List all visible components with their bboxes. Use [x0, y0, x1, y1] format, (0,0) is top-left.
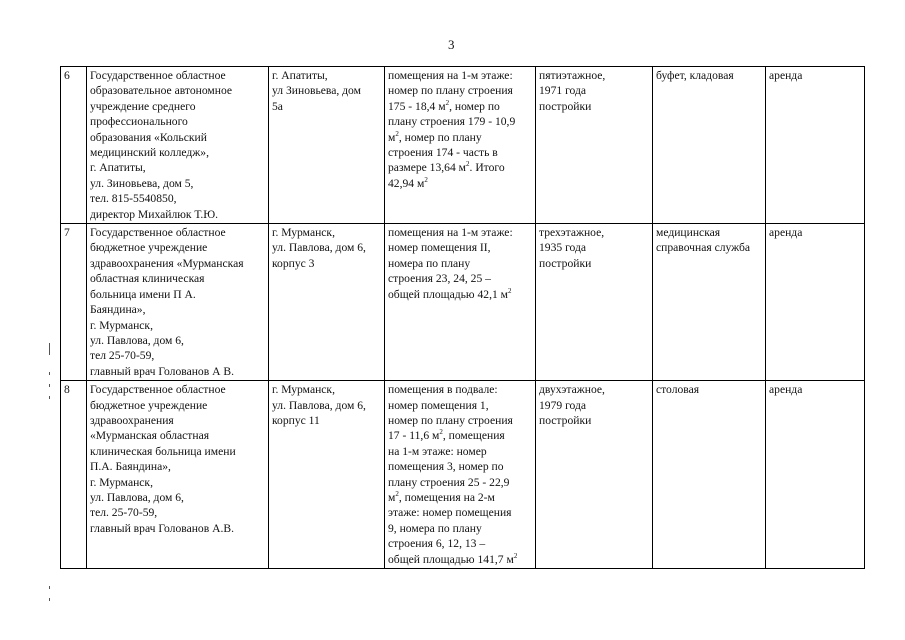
building-line: постройки — [539, 99, 592, 113]
premises-cell — [385, 224, 536, 381]
building-line: пятиэтажное, — [539, 69, 606, 82]
organization-line: директор Михайлюк Т.Ю. — [90, 207, 219, 221]
premises-line — [388, 176, 532, 191]
premises-text: общей площадью 42,1 м — [388, 287, 509, 301]
premises-text: размере 13,64 м — [388, 161, 467, 175]
scan-mark — [49, 396, 50, 399]
premises-line — [388, 475, 532, 490]
organization-line: медицинский колледж», — [90, 146, 209, 160]
organization-cell — [87, 224, 269, 381]
usage-type-cell — [766, 67, 865, 224]
premises-text: помещения на 1-м этаже: — [388, 226, 513, 240]
organization-line: Государственное областное — [90, 383, 226, 397]
scan-mark — [49, 343, 50, 355]
premises-line — [388, 552, 532, 567]
address-line: ул. Павлова, дом 6, — [272, 241, 366, 255]
premises-line — [388, 490, 532, 505]
usage-type: аренда — [769, 383, 803, 397]
premises-line — [388, 225, 532, 240]
premises-text: 42,94 м — [388, 176, 425, 190]
organization-line: бюджетное учреждение — [90, 241, 208, 255]
premises-line — [388, 256, 532, 271]
address-line: ул Зиновьева, дом — [272, 84, 361, 98]
building-cell — [536, 67, 653, 224]
organization-line: ул. Павлова, дом 6, — [90, 333, 184, 347]
premises-text: 9, номера по плану — [388, 521, 482, 535]
address-cell — [269, 67, 385, 224]
premises-text-after: . Итого — [469, 161, 505, 175]
row-number: 8 — [64, 383, 70, 397]
unit-superscript: 2 — [513, 551, 518, 560]
unit-superscript: 2 — [445, 98, 450, 107]
premises-line — [388, 68, 532, 83]
row-number: 7 — [64, 226, 70, 240]
organization-line: тел. 25-70-59, — [90, 506, 158, 520]
usage-type-cell — [766, 224, 865, 381]
usage-type-cell — [766, 381, 865, 569]
premises-text: строения 6, 12, 13 – — [388, 537, 486, 551]
organization-line: тел. 815-5540850, — [90, 192, 177, 206]
organization-cell — [87, 381, 269, 569]
organization-line: клиническая больница имени — [90, 444, 236, 458]
purpose-cell — [653, 381, 766, 569]
premises-text: помещения в подвале: — [388, 383, 498, 397]
premises-text: строения 23, 24, 25 – — [388, 272, 491, 286]
premises-text: м — [388, 490, 396, 504]
building-line: постройки — [539, 413, 592, 427]
unit-superscript: 2 — [439, 428, 443, 437]
premises-text: помещения 3, номер по — [388, 460, 504, 474]
organization-line: ул. Зиновьева, дом 5, — [90, 176, 194, 190]
organization-cell — [87, 67, 269, 224]
purpose-line: медицинская — [656, 226, 721, 240]
premises-text: помещения на 1-м этаже: — [388, 69, 513, 82]
premises-line — [388, 505, 532, 520]
building-line: 1935 года — [539, 241, 587, 255]
row-number-cell — [61, 224, 87, 381]
organization-line: главный врач Голованов А.В. — [90, 521, 235, 535]
organization-line: Государственное областное — [90, 69, 226, 82]
premises-text: номера по плану — [388, 256, 471, 270]
premises-text-after: , помещения — [442, 429, 505, 443]
building-cell — [536, 381, 653, 569]
organization-line: образования «Кольский — [90, 130, 207, 144]
organization-line: здравоохранения — [90, 413, 174, 427]
premises-cell — [385, 381, 536, 569]
organization-line: бюджетное учреждение — [90, 398, 208, 412]
page-number: 3 — [448, 37, 455, 52]
row-number: 6 — [64, 69, 70, 82]
premises-text-after: , номер по — [449, 99, 500, 113]
scan-mark — [49, 598, 50, 601]
usage-type: аренда — [769, 226, 803, 240]
organization-line: Баяндина», — [90, 303, 146, 317]
address-line: 5а — [272, 99, 283, 113]
address-line: корпус 11 — [272, 413, 320, 427]
premises-text: номер помещения II, — [388, 241, 491, 255]
scan-mark — [49, 372, 50, 375]
unit-superscript: 2 — [395, 129, 399, 138]
premises-text: этаже: номер помещения — [388, 506, 512, 520]
usage-type: аренда — [769, 69, 803, 82]
address-line: г. Мурманск, — [272, 383, 335, 397]
premises-line — [388, 160, 532, 175]
premises-text: на 1-м этаже: номер — [388, 444, 487, 458]
premises-line — [388, 99, 532, 114]
organization-line: Государственное областное — [90, 226, 226, 240]
organization-line: больница имени П А. — [90, 287, 196, 301]
premises-line — [388, 287, 532, 302]
premises-text: плану строения 179 - 10,9 — [388, 115, 516, 129]
table-row — [61, 224, 865, 381]
purpose-cell — [653, 224, 766, 381]
premises-text: м — [388, 130, 396, 144]
building-cell — [536, 224, 653, 381]
organization-line: образовательное автономное — [90, 84, 233, 98]
premises-cell — [385, 67, 536, 224]
purpose-line: справочная служба — [656, 241, 751, 255]
organization-line: П.А. Баяндина», — [90, 460, 171, 474]
unit-superscript: 2 — [466, 160, 470, 169]
premises-line — [388, 240, 532, 255]
purpose-cell — [653, 67, 766, 224]
premises-text: строения 174 - часть в — [388, 146, 498, 160]
unit-superscript: 2 — [508, 286, 512, 295]
address-line: г. Апатиты, — [272, 69, 328, 82]
premises-text-after: , помещения на 2-м — [398, 490, 495, 504]
row-number-cell — [61, 67, 87, 224]
address-cell — [269, 381, 385, 569]
purpose-line: буфет, кладовая — [656, 69, 734, 82]
organization-line: главный врач Голованов А В. — [90, 364, 235, 378]
premises-text: номер помещения 1, — [388, 398, 489, 412]
premises-line — [388, 521, 532, 536]
premises-line — [388, 413, 532, 428]
organization-line: г. Апатиты, — [90, 161, 146, 175]
unit-superscript: 2 — [395, 490, 399, 499]
organization-line: профессионального — [90, 115, 188, 129]
premises-line — [388, 382, 532, 397]
table-row — [61, 67, 865, 224]
premises-table — [60, 66, 865, 569]
address-line: корпус 3 — [272, 256, 315, 270]
premises-line — [388, 114, 532, 129]
building-line: постройки — [539, 256, 592, 270]
address-line: г. Мурманск, — [272, 226, 335, 240]
row-number-cell — [61, 381, 87, 569]
premises-text: плану строения 25 - 22,9 — [388, 475, 510, 489]
building-line: 1971 года — [539, 84, 587, 98]
premises-line — [388, 271, 532, 286]
organization-line: г. Мурманск, — [90, 318, 153, 332]
premises-line — [388, 428, 532, 443]
organization-line: здравоохранения «Мурманская — [90, 256, 244, 270]
table-row — [61, 381, 865, 569]
organization-line: тел 25-70-59, — [90, 349, 155, 363]
organization-line: ул. Павлова, дом 6, — [90, 490, 184, 504]
scan-mark — [49, 384, 50, 387]
purpose-line: столовая — [656, 383, 700, 397]
address-cell — [269, 224, 385, 381]
premises-line — [388, 444, 532, 459]
premises-line — [388, 83, 532, 98]
scan-mark — [49, 586, 50, 589]
organization-line: областная клиническая — [90, 272, 205, 286]
building-line: трехэтажное, — [539, 226, 605, 240]
organization-line: учреждение среднего — [90, 99, 196, 113]
premises-text-after: , номер по плану — [398, 130, 482, 144]
premises-text: номер по плану строения — [388, 413, 513, 427]
premises-line — [388, 145, 532, 160]
building-line: двухэтажное, — [539, 383, 605, 397]
building-line: 1979 года — [539, 398, 587, 412]
organization-line: «Мурманская областная — [90, 429, 210, 443]
premises-text: 175 - 18,4 м — [388, 99, 446, 113]
premises-line — [388, 459, 532, 474]
premises-line — [388, 398, 532, 413]
unit-superscript: 2 — [424, 175, 428, 184]
premises-text: номер по плану строения — [388, 84, 513, 98]
premises-text: 17 - 11,6 м — [388, 429, 440, 443]
organization-line: г. Мурманск, — [90, 475, 153, 489]
table-body — [61, 67, 865, 569]
premises-text: общей площадью 141,7 м — [388, 552, 514, 566]
premises-line — [388, 130, 532, 145]
premises-line — [388, 536, 532, 551]
address-line: ул. Павлова, дом 6, — [272, 398, 366, 412]
